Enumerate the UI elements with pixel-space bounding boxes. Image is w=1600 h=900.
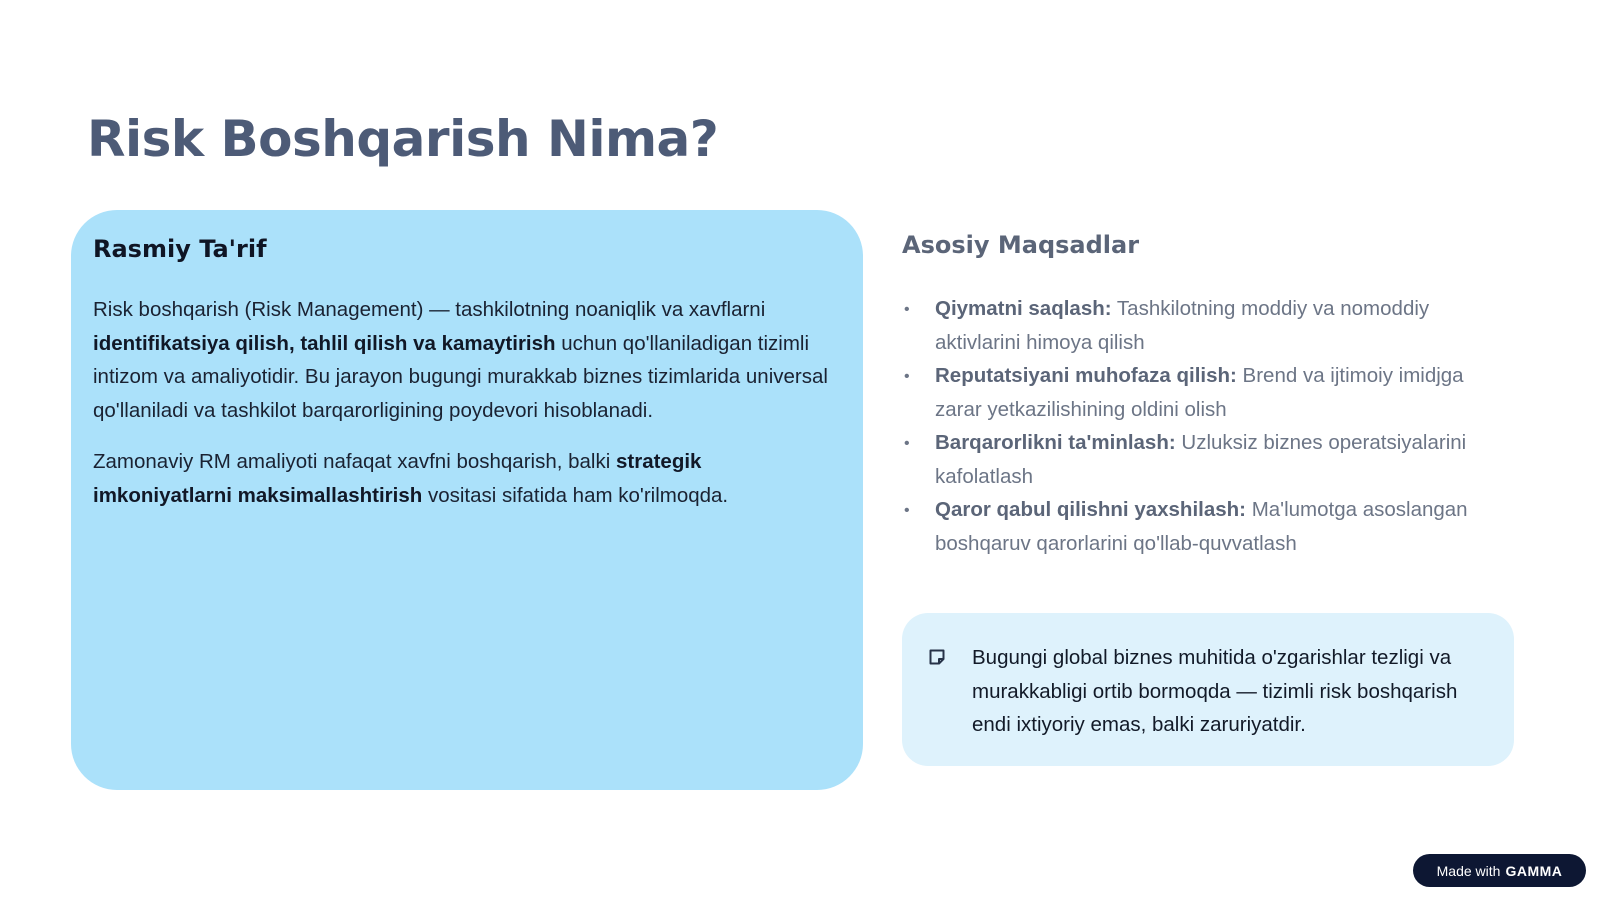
goals-heading: Asosiy Maqsadlar [902,231,1140,259]
goal-label: Reputatsiyani muhofaza qilish: [935,364,1237,387]
definition-text: vositasi sifatida ham ko'rilmoqda. [422,483,729,507]
callout-text: Bugungi global biznes muhitida o'zgarishlar tezligi va murakkabligi ortib bormoqda — tizimli risk boshqarish endi ixtiyoriy emas, balki zaruriyatdir. [972,646,1458,736]
definition-paragraph-1 [93,293,841,427]
gamma-logo: GAMMA [1505,862,1563,879]
goal-item [902,493,1512,560]
badge-prefix: Made with [1436,862,1501,879]
definition-text: uchun qo'llaniladigan tizimli intizom va amaliyotidir. Bu jarayon bugungi murakkab biznes tizimlarida universal qo'llaniladi va tashkilot barqarorligining poydevori hisoblanadi. [93,331,828,422]
definition-emphasis: identifikatsiya qilish, tahlil qilish va kamaytirish [93,331,556,355]
bullet-icon: • [904,301,910,318]
goal-text: Uzluksiz biznes operatsiyalarini kafolatlash [935,431,1467,488]
goals-section [902,230,1512,560]
callout-box [902,613,1514,766]
goal-label: Qaror qabul qilishni yaxshilash: [935,498,1246,521]
page-title: Risk Boshqarish Nima? [87,110,719,168]
goal-item [902,292,1512,359]
definition-heading: Rasmiy Ta'rif [93,235,267,263]
bullet-icon: • [904,435,910,452]
note-icon [928,648,946,666]
definition-text: Zamonaviy RM amaliyoti nafaqat xavfni boshqarish, balki [93,450,616,473]
goal-item [902,359,1512,426]
definition-text: Risk boshqarish (Risk Management) — tashkilotning noaniqlik va xavflarni [93,298,766,321]
bullet-icon: • [904,368,910,385]
goal-label: Barqarorlikni ta'minlash: [935,431,1176,454]
definition-paragraph-2 [93,445,841,512]
goal-text: Brend va ijtimoiy imidjga zarar yetkazilishining oldini olish [935,364,1464,421]
definition-card [71,210,863,790]
bullet-icon: • [904,502,910,519]
definition-emphasis: strategik imkoniyatlarni maksimallashtirish [93,450,702,507]
goals-list [902,292,1512,560]
goal-text: Ma'lumotga asoslangan boshqaruv qarorlarini qo'llab-quvvatlash [935,498,1468,555]
made-with-gamma-badge[interactable] [1413,854,1586,887]
goal-label: Qiymatni saqlash: [935,297,1112,320]
goal-text: Tashkilotning moddiy va nomoddiy aktivlarini himoya qilish [935,297,1430,354]
goal-item [902,426,1512,493]
